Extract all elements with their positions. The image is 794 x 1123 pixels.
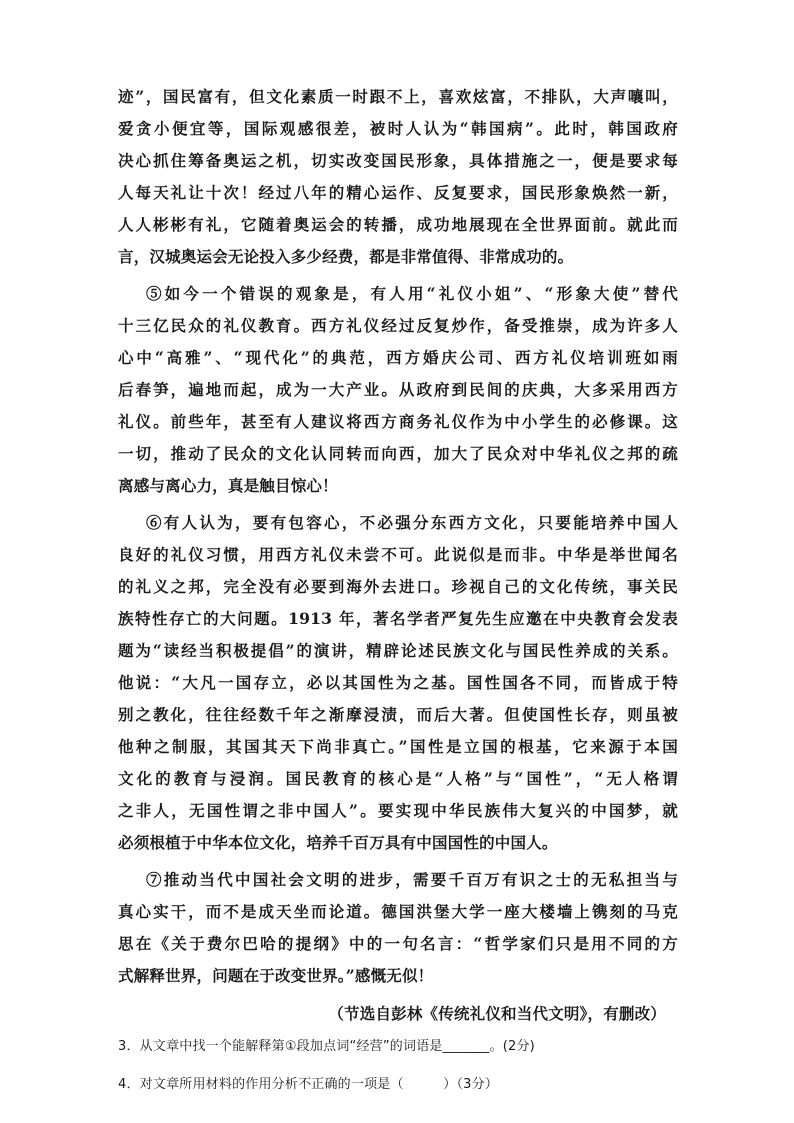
text-line: 人每天礼让十次！经过八年的精心运作、反复要求，国民形象焕然一新， bbox=[118, 183, 678, 202]
text-line: 爱贪小便宜等，国际观感很差，被时人认为“韩国病”。此时，韩国政府 bbox=[118, 119, 678, 138]
text-line: 族特性存亡的大问题。1913 年，著名学者严复先生应邀在中央教育会发表 bbox=[118, 609, 678, 628]
text-line: 题为“读经当积极提倡”的演讲，精辟论述民族文化与国民性养成的关系。 bbox=[118, 641, 678, 660]
text-line: ⑥有人认为，要有包容心，不必强分东西方文化，只要能培养中国人 bbox=[146, 513, 678, 532]
text-line: 文化的教育与浸润。国民教育的核心是“人格”与“国性”，“无人格谓 bbox=[118, 769, 678, 788]
text-line: 的礼义之邦，完全没有必要到海外去进口。珍视自己的文化传统，事关民 bbox=[118, 577, 678, 596]
text-line: 他说：“大凡一国存立，必以其国性为之基。国性国各不同，而皆成于特 bbox=[118, 673, 678, 692]
text-line: 式解释世界，问题在于改变世界。”感慨无似！ bbox=[118, 966, 434, 985]
question-3: 3．从文章中找一个能解释第①段加点词“经营”的词语是_______。(2分) bbox=[118, 1039, 535, 1054]
text-line: 他种之制服，其国其天下尚非真亡。”国性是立国的根基，它来源于本国 bbox=[118, 737, 678, 756]
text-line: 良好的礼仪习惯，用西方礼仪未尝不可。此说似是而非。中华是举世闻名 bbox=[118, 545, 678, 564]
text-line: 别之教化，往往经数千年之渐摩浸渍，而后大著。但使国性长存，则虽被 bbox=[118, 705, 678, 724]
text-line: 言，汉城奥运会无论投入多少经费，都是非常值得、非常成功的。 bbox=[118, 247, 574, 266]
text-line: 礼仪。前些年，甚至有人建议将西方商务礼仪作为中小学生的必修课。这 bbox=[118, 412, 678, 431]
text-line: ⑤如今一个错误的观象是，有人用“礼仪小姐”、“形象大使”替代 bbox=[146, 284, 678, 303]
text-line: 离感与离心力，真是触目惊心！ bbox=[118, 476, 338, 495]
question-4: 4．对文章所用材料的作用分析不正确的一项是（ ）（3分） bbox=[118, 1077, 499, 1092]
text-line: 后春笋，遍地而起，成为一大产业。从政府到民间的庆典，大多采用西方 bbox=[118, 380, 678, 399]
text-line: 思在《关于费尔巴哈的提纲》中的一句名言：“哲学家们只是用不同的方 bbox=[118, 934, 678, 953]
text-line: 心中“高雅”、“现代化”的典范，西方婚庆公司、西方礼仪培训班如雨 bbox=[118, 348, 678, 367]
text-line: 决心抓住筹备奥运之机，切实改变国民形象，具体措施之一，便是要求每 bbox=[118, 151, 678, 170]
text-line: 人人彬彬有礼，它随着奥运会的转播，成功地展现在全世界面前。就此而 bbox=[118, 215, 678, 234]
text-line: 必须根植于中华本位文化，培养千百万具有中国国性的中国人。 bbox=[118, 833, 558, 852]
source-note: （节选自彭林《传统礼仪和当代文明》，有删改） bbox=[328, 1004, 666, 1023]
text-line: ⑦推动当代中国社会文明的进步，需要千百万有识之士的无私担当与 bbox=[146, 870, 678, 889]
text-line: 真心实干，而不是成天坐而论道。德国洪堡大学一座大楼墙上镌刻的马克 bbox=[118, 902, 678, 921]
text-line: 一切，推动了民众的文化认同转而向西，加大了民众对中华礼仪之邦的疏 bbox=[118, 444, 678, 463]
text-line: 迹”，国民富有，但文化素质一时跟不上，喜欢炫富，不排队，大声嚷叫， bbox=[118, 87, 678, 106]
text-line: 十三亿民众的礼仪教育。西方礼仪经过反复炒作，备受推崇，成为许多人 bbox=[118, 316, 678, 335]
text-line: 之非人，无国性谓之非中国人”。要实现中华民族伟大复兴的中国梦，就 bbox=[118, 801, 678, 820]
